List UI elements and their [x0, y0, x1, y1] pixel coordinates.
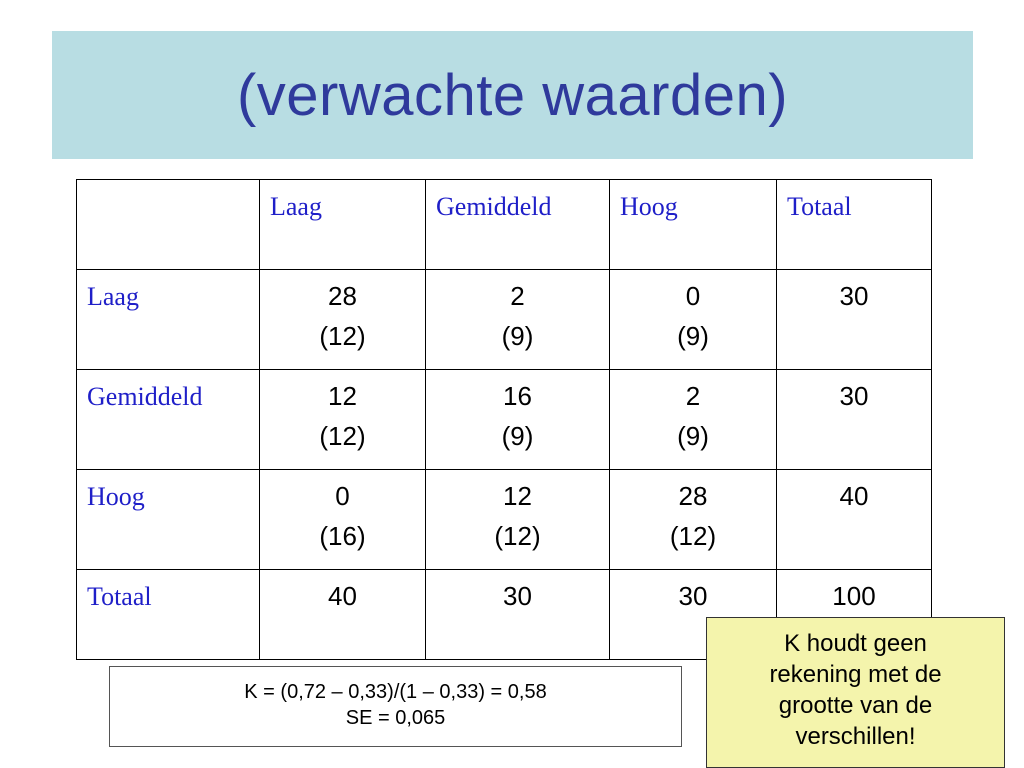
expected-value: (12) — [319, 421, 366, 451]
observed-value: 0 — [335, 481, 350, 511]
note-line: rekening met de — [769, 661, 942, 688]
note-line: grootte van de — [778, 692, 933, 719]
observed-value: 12 — [328, 381, 357, 411]
grand-total: 100 — [832, 581, 876, 611]
table-row — [77, 370, 932, 470]
col-header-hoog: Hoog — [610, 180, 777, 270]
table-cell — [777, 470, 932, 570]
expected-value: (9) — [677, 421, 709, 451]
crosstab-table — [76, 179, 932, 660]
kappa-formula-box — [109, 666, 682, 747]
expected-value: (12) — [319, 321, 366, 351]
table-cell — [610, 470, 777, 570]
expected-value: (9) — [501, 421, 534, 451]
col-header-laag: Laag — [260, 180, 426, 270]
column-total: 30 — [678, 581, 708, 611]
column-total: 30 — [503, 581, 532, 611]
table-cell — [426, 570, 610, 660]
callout-note — [706, 617, 1005, 768]
table-cell — [260, 470, 426, 570]
table-cell — [260, 270, 426, 370]
observed-value: 0 — [685, 281, 701, 311]
header-row — [77, 180, 932, 270]
note-line: K houdt geen — [784, 630, 927, 657]
table-cell — [610, 270, 777, 370]
observed-value: 2 — [685, 381, 701, 411]
table-cell — [610, 370, 777, 470]
standard-error: SE = 0,065 — [345, 707, 446, 729]
expected-value: (12) — [669, 521, 717, 551]
observed-value: 28 — [328, 281, 357, 311]
column-total: 40 — [328, 581, 357, 611]
expected-value: (9) — [677, 321, 709, 351]
table-cell — [777, 270, 932, 370]
slide-title: (verwachte waarden) — [236, 62, 789, 128]
note-line: verschillen! — [795, 723, 916, 750]
col-header-gemiddeld: Gemiddeld — [426, 180, 610, 270]
row-header-hoog: Hoog — [77, 470, 260, 570]
observed-value: 12 — [503, 481, 532, 511]
observed-value: 2 — [510, 281, 525, 311]
observed-value: 28 — [678, 481, 708, 511]
table-cell — [426, 270, 610, 370]
row-total: 40 — [839, 481, 869, 511]
table-row — [77, 470, 932, 570]
table-cell — [426, 470, 610, 570]
row-header-totaal: Totaal — [77, 570, 260, 660]
table-cell — [260, 370, 426, 470]
kappa-formula: K = (0,72 – 0,33)/(1 – 0,33) = 0,58 — [244, 681, 547, 703]
table-row — [77, 270, 932, 370]
row-total: 30 — [839, 281, 869, 311]
expected-value: (9) — [501, 321, 534, 351]
table-cell — [777, 370, 932, 470]
title-band — [52, 31, 973, 159]
expected-value: (16) — [319, 521, 366, 551]
row-header-gemiddeld: Gemiddeld — [77, 370, 260, 470]
col-header-totaal: Totaal — [777, 180, 932, 270]
table-cell — [260, 570, 426, 660]
expected-value: (12) — [494, 521, 541, 551]
table-cell — [426, 370, 610, 470]
observed-value: 16 — [503, 381, 532, 411]
row-header-laag: Laag — [77, 270, 260, 370]
corner-cell — [77, 180, 260, 270]
row-total: 30 — [839, 381, 869, 411]
